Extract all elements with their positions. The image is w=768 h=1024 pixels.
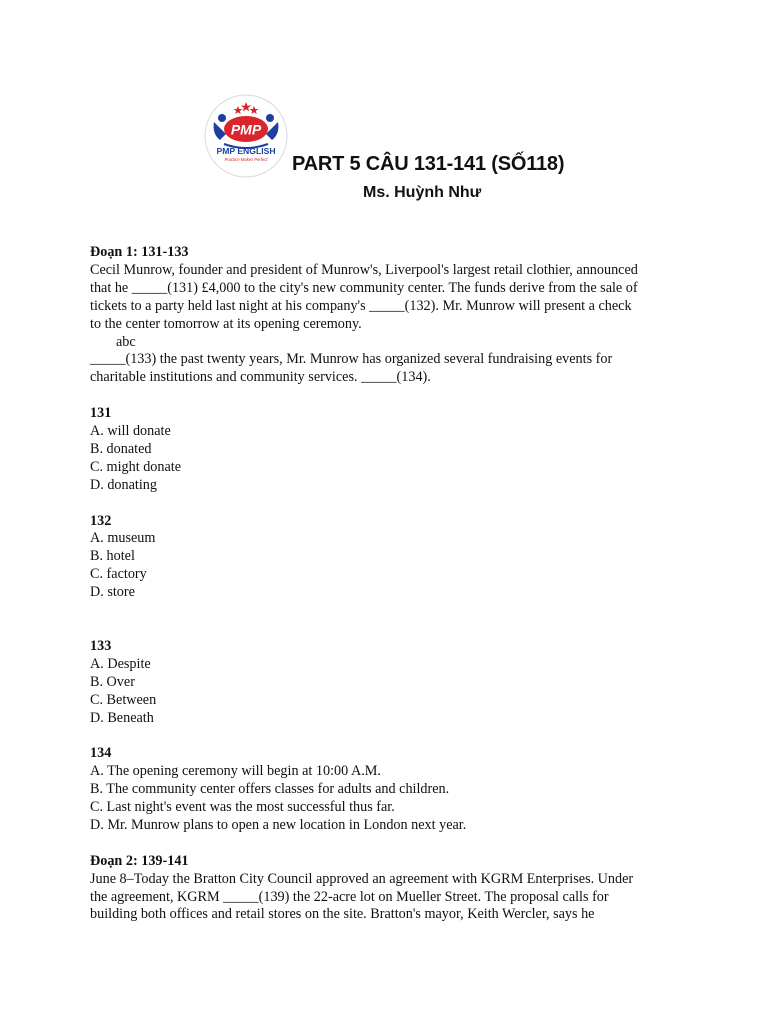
answer-option: C. might donate — [90, 458, 182, 475]
answer-option: C. factory — [90, 566, 147, 583]
section1-heading: Đoạn 1: 131-133 — [90, 244, 189, 260]
answer-option: B. Over — [90, 673, 135, 690]
passage-line: the agreement, KGRM _____(139) the 22-acre lot on Mueller Street. The proposal calls for — [90, 888, 609, 905]
answer-option: B. donated — [90, 440, 152, 457]
document-body — [90, 244, 690, 924]
answer-option: D. donating — [90, 476, 157, 493]
answer-option: A. museum — [90, 530, 156, 547]
passage-note: abc — [116, 333, 136, 350]
pmp-english-logo — [204, 94, 288, 178]
section2-heading: Đoạn 2: 139-141 — [90, 852, 189, 869]
question-133 — [90, 638, 690, 728]
logo-brand: PMP ENGLISH — [216, 146, 276, 156]
question-132 — [90, 513, 690, 603]
question-number: 133 — [90, 637, 112, 654]
passage-line: charitable institutions and community services. _____(134). — [90, 369, 431, 386]
logo-emblem — [204, 94, 288, 178]
question-number: 134 — [90, 745, 112, 762]
answer-option: A. The opening ceremony will begin at 10:00 A.M. — [90, 763, 381, 780]
question-number: 131 — [90, 405, 112, 422]
author-name: Ms. Huỳnh Như — [363, 184, 482, 201]
question-134 — [90, 745, 690, 835]
question-131 — [90, 405, 690, 495]
answer-option: A. Despite — [90, 655, 151, 672]
question-number: 132 — [90, 512, 112, 529]
passage-line: building both offices and retail stores on the site. Bratton's mayor, Keith Wercler, says he — [90, 906, 595, 923]
passage-line: June 8–Today the Bratton City Council approved an agreement with KGRM Enterprises. Under — [90, 870, 634, 887]
answer-option: C. Between — [90, 691, 157, 708]
answer-option: B. hotel — [90, 548, 135, 565]
answer-option: D. Beneath — [90, 709, 154, 726]
answer-option: D. store — [90, 584, 135, 601]
passage-line: _____(133) the past twenty years, Mr. Munrow has organized several fundraising events for — [90, 351, 613, 368]
answer-option: B. The community center offers classes for adults and children. — [90, 781, 450, 798]
passage-line: that he _____(131) £4,000 to the city's new community center. The funds derive from the sale of — [90, 279, 638, 296]
answer-option: C. Last night's event was the most successful thus far. — [90, 799, 395, 816]
answer-option: D. Mr. Munrow plans to open a new location in London next year. — [90, 816, 467, 833]
passage-line: tickets to a party held last night at his company's _____(132). Mr. Munrow will present a check — [90, 297, 632, 314]
logo-slogan: Practice Makes Perfect — [224, 157, 268, 162]
passage-line: Cecil Munrow, founder and president of Munrow's, Liverpool's largest retail clothier, announced — [90, 261, 638, 278]
logo-text: PMP — [230, 121, 262, 138]
answer-option: A. will donate — [90, 423, 171, 440]
passage-line: to the center tomorrow at its opening ceremony. — [90, 315, 362, 332]
page-title: PART 5 CÂU 131-141 (SỐ118) — [292, 153, 565, 175]
